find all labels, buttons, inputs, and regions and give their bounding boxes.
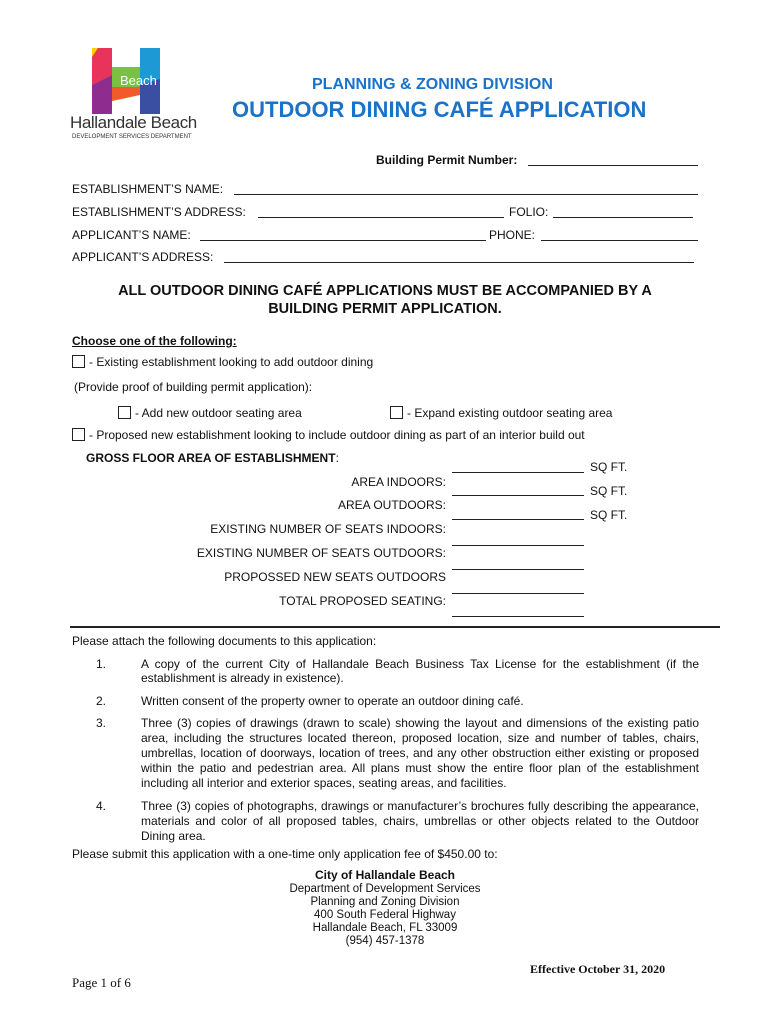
doc-item-4-num: 4.	[96, 799, 107, 813]
establishment-name-label: ESTABLISHMENT’S NAME:	[72, 182, 224, 196]
folio-field[interactable]	[553, 217, 693, 218]
seats-indoors-field[interactable]	[452, 545, 584, 546]
permit-label: Building Permit Number:	[376, 153, 518, 167]
address-phone: (954) 457-1378	[345, 935, 425, 947]
fee-note: Please submit this application with a one-time only application fee of $450.00 to:	[72, 847, 498, 861]
address-street: 400 South Federal Highway	[314, 909, 456, 921]
area-indoors-field[interactable]	[452, 495, 584, 496]
establishment-address-label: ESTABLISHMENT’S ADDRESS:	[72, 205, 246, 219]
city-logo	[70, 45, 197, 145]
add-new-label: - Add new outdoor seating area	[135, 406, 302, 420]
gross-area-field[interactable]	[452, 472, 584, 473]
sqft-unit-2: SQ FT.	[590, 484, 628, 498]
division-heading: PLANNING & ZONING DIVISION	[312, 76, 553, 93]
doc-item-3-num: 3.	[96, 716, 107, 730]
proposed-label: - Proposed new establishment looking to include outdoor dining as part of an interior build out	[89, 428, 585, 442]
proof-note: (Provide proof of building permit application):	[74, 380, 313, 394]
expand-label: - Expand existing outdoor seating area	[407, 406, 613, 420]
effective-date: Effective October 31, 2020	[530, 962, 666, 976]
doc-item-4-text: Three (3) copies of photographs, drawings or manufacturer’s brochures fully describing the appearance, materials and color of all proposed tables, chairs, umbrellas or other objects related to the Outdoor Dining area.	[141, 799, 699, 843]
proposed-seats-label: PROPOSSED NEW SEATS OUTDOORS	[224, 570, 446, 584]
permit-number-field[interactable]	[528, 165, 698, 166]
doc-item-1-num: 1.	[96, 657, 107, 671]
add-new-checkbox[interactable]	[118, 406, 131, 419]
page-number: Page 1 of 6	[72, 975, 131, 990]
doc-item-1-text: A copy of the current City of Hallandale Beach Business Tax License for the establishment (if the establishment is already in existence).	[141, 657, 699, 685]
seats-indoors-label: EXISTING NUMBER OF SEATS INDOORS:	[210, 522, 446, 536]
doc-item-2-num: 2.	[96, 694, 107, 708]
doc-item-3-text: Three (3) copies of drawings (drawn to scale) showing the layout and dimensions of the existing patio area, including the structures located thereon, proposed location, size and number of tables, chairs, umbrellas, location of doorways, location of trees, and any other obstruction either existing or proposed within the patio and pedestrian area. All plans must show the entire floor plan of the establishment including all interior and exterior spaces, seating areas, and facilities.	[141, 716, 699, 790]
logo-subtitle: DEVELOPMENT SERVICES DEPARTMENT	[72, 134, 192, 140]
applicant-name-label: APPLICANT’S NAME:	[72, 228, 191, 242]
total-seating-label: TOTAL PROPOSED SEATING:	[279, 594, 446, 608]
option-proposed[interactable]	[72, 428, 585, 442]
option-existing[interactable]	[72, 355, 373, 369]
page-title: OUTDOOR DINING CAFÉ APPLICATION	[232, 97, 647, 122]
area-outdoors-field[interactable]	[452, 519, 584, 520]
area-outdoors-label: AREA OUTDOORS:	[337, 498, 446, 512]
docs-intro: Please attach the following documents to this application:	[72, 634, 377, 648]
seats-outdoors-field[interactable]	[452, 569, 584, 570]
expand-checkbox[interactable]	[390, 406, 403, 419]
folio-label: FOLIO:	[509, 205, 549, 219]
gross-area-colon: :	[335, 451, 339, 465]
sqft-unit-1: SQ FT.	[590, 460, 628, 474]
total-seating-field[interactable]	[452, 616, 584, 617]
establishment-name-field[interactable]	[234, 194, 698, 195]
notice-line-2: BUILDING PERMIT APPLICATION.	[268, 301, 502, 317]
gross-area-label: GROSS FLOOR AREA OF ESTABLISHMENT	[86, 451, 336, 465]
phone-field[interactable]	[541, 240, 698, 241]
option-expand[interactable]	[390, 406, 612, 420]
section-divider	[70, 626, 720, 628]
existing-checkbox[interactable]	[72, 355, 85, 368]
proposed-seats-field[interactable]	[452, 593, 584, 594]
seats-outdoors-label: EXISTING NUMBER OF SEATS OUTDOORS:	[196, 546, 446, 560]
area-indoors-label: AREA INDOORS:	[351, 475, 446, 489]
notice-line-1: ALL OUTDOOR DINING CAFÉ APPLICATIONS MUST BE ACCOMPANIED BY A	[118, 283, 652, 299]
choose-heading: Choose one of the following:	[72, 334, 237, 348]
doc-item-2-text: Written consent of the property owner to operate an outdoor dining café.	[141, 694, 524, 708]
establishment-address-field[interactable]	[258, 217, 504, 218]
sqft-unit-3: SQ FT.	[590, 508, 628, 522]
applicant-address-label: APPLICANT’S ADDRESS:	[72, 250, 214, 264]
existing-label: - Existing establishment looking to add outdoor dining	[89, 355, 374, 369]
phone-label: PHONE:	[489, 228, 536, 242]
applicant-address-field[interactable]	[224, 262, 694, 263]
logo-beach-word: Beach	[120, 73, 157, 88]
address-dept: Department of Development Services	[289, 883, 481, 895]
gross-area-heading	[86, 451, 339, 465]
logo-name: Hallandale Beach	[70, 113, 197, 132]
applicant-name-field[interactable]	[200, 240, 486, 241]
address-division: Planning and Zoning Division	[310, 896, 460, 908]
proposed-checkbox[interactable]	[72, 428, 85, 441]
option-add-new[interactable]	[118, 406, 302, 420]
address-citystate: Hallandale Beach, FL 33009	[312, 922, 458, 934]
address-city: City of Hallandale Beach	[314, 868, 456, 882]
